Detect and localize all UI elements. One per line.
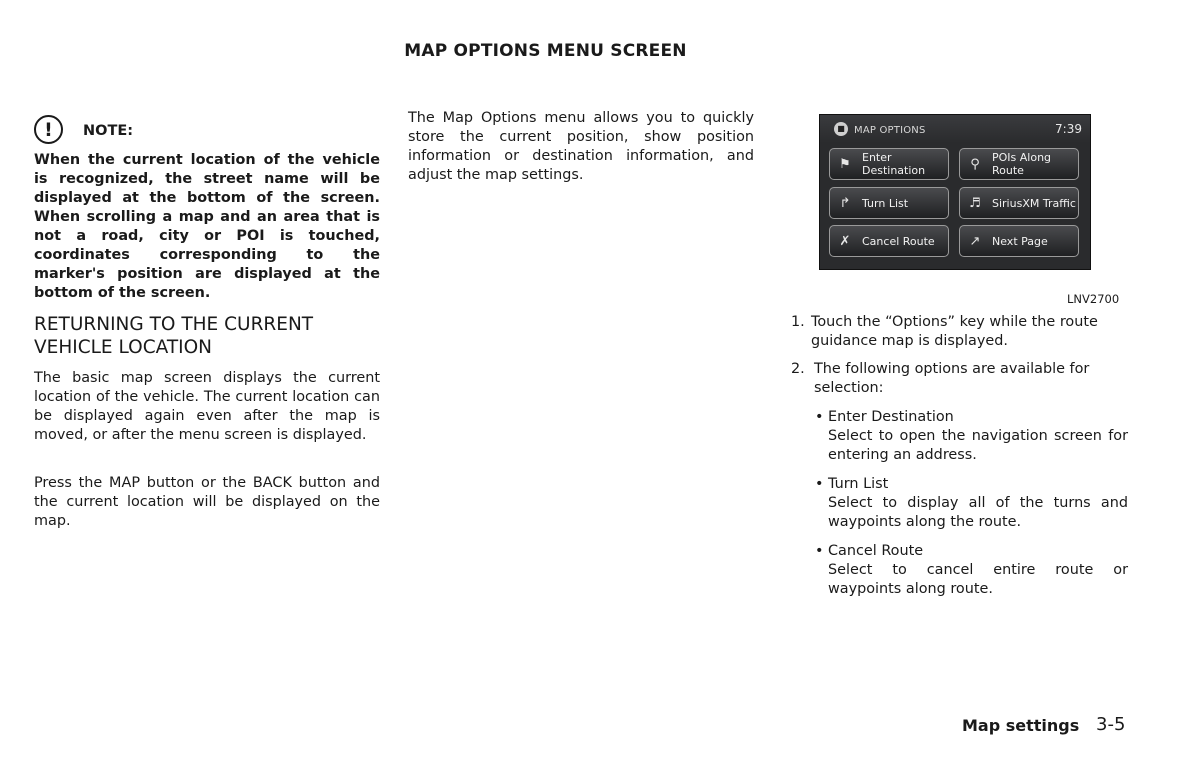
next-page-label: Next Page bbox=[992, 234, 1048, 248]
turn-arrow-icon: ↱ bbox=[839, 195, 851, 211]
screen-clock: 7:39 bbox=[1055, 122, 1082, 136]
options-icon: ■ bbox=[834, 122, 848, 136]
turn-list-button[interactable] bbox=[829, 187, 949, 219]
section-paragraph-2: Press the MAP button or the BACK button and the current location will be displayed on the map. bbox=[34, 475, 380, 529]
siriusxm-traffic-button[interactable] bbox=[959, 187, 1079, 219]
screen-title: MAP OPTIONS bbox=[854, 125, 926, 136]
turn-list-label: Turn List bbox=[862, 196, 909, 210]
bullet-icon: • bbox=[815, 476, 824, 492]
traffic-icon: ♬ bbox=[969, 195, 981, 211]
map-options-screenshot bbox=[819, 114, 1091, 270]
page-number: 3-5 bbox=[1096, 714, 1126, 735]
cancel-route-icon: ✗ bbox=[839, 233, 851, 249]
option-desc-enter-destination: Select to open the navigation screen for entering an address. bbox=[828, 428, 1128, 463]
page-title: MAP OPTIONS MENU SCREEN bbox=[404, 41, 687, 61]
option-desc-cancel-route: Select to cancel entire route or waypoints along route. bbox=[828, 562, 1128, 597]
note-label: NOTE: bbox=[83, 123, 134, 139]
screen-header bbox=[820, 115, 1090, 143]
bullet-icon: • bbox=[815, 543, 824, 559]
checkered-flag-icon: ⚑ bbox=[839, 156, 851, 172]
poi-search-icon: ⚲ bbox=[970, 156, 980, 172]
option-title-enter-destination: Enter Destination bbox=[828, 409, 954, 425]
enter-destination-button[interactable] bbox=[829, 148, 949, 180]
cancel-route-button[interactable] bbox=[829, 225, 949, 257]
step-1-text: Touch the “Options” key while the route guidance map is displayed. bbox=[811, 314, 1098, 349]
option-title-turn-list: Turn List bbox=[828, 476, 889, 492]
step-1-number: 1. bbox=[791, 314, 805, 330]
bullet-icon: • bbox=[815, 409, 824, 425]
note-body: When the current location of the vehicle is recognized, the street name will be displayed at the bottom of the screen. When scrolling a map and an area that is not a road, city or POI is touched, coordinates corresponding to the marker's position are displayed at the bottom of the screen. bbox=[34, 152, 380, 301]
footer-section-name: Map settings bbox=[962, 716, 1080, 735]
figure-caption: LNV2700 bbox=[1067, 292, 1120, 306]
enter-destination-label: Enter Destination bbox=[862, 151, 926, 177]
next-page-icon: ↗ bbox=[969, 233, 981, 249]
exclamation-icon: ! bbox=[34, 115, 63, 144]
pois-along-route-label: POIs Along Route bbox=[992, 151, 1052, 177]
section-paragraph-1: The basic map screen displays the current location of the vehicle. The current location can be displayed again even after the map is moved, or after the menu screen is displayed. bbox=[34, 370, 380, 443]
step-2-text: The following options are available for selection: bbox=[814, 361, 1090, 396]
section-heading: RETURNING TO THE CURRENT VEHICLE LOCATION bbox=[34, 314, 314, 358]
pois-along-route-button[interactable] bbox=[959, 148, 1079, 180]
option-title-cancel-route: Cancel Route bbox=[828, 543, 924, 559]
cancel-route-label: Cancel Route bbox=[862, 234, 935, 248]
siriusxm-traffic-label: SiriusXM Traffic bbox=[992, 196, 1076, 210]
step-2-number: 2. bbox=[791, 361, 805, 377]
intro-paragraph: The Map Options menu allows you to quickly store the current position, show position information or destination information, and adjust the map settings. bbox=[408, 110, 754, 183]
next-page-button[interactable] bbox=[959, 225, 1079, 257]
option-desc-turn-list: Select to display all of the turns and waypoints along the route. bbox=[828, 495, 1128, 530]
